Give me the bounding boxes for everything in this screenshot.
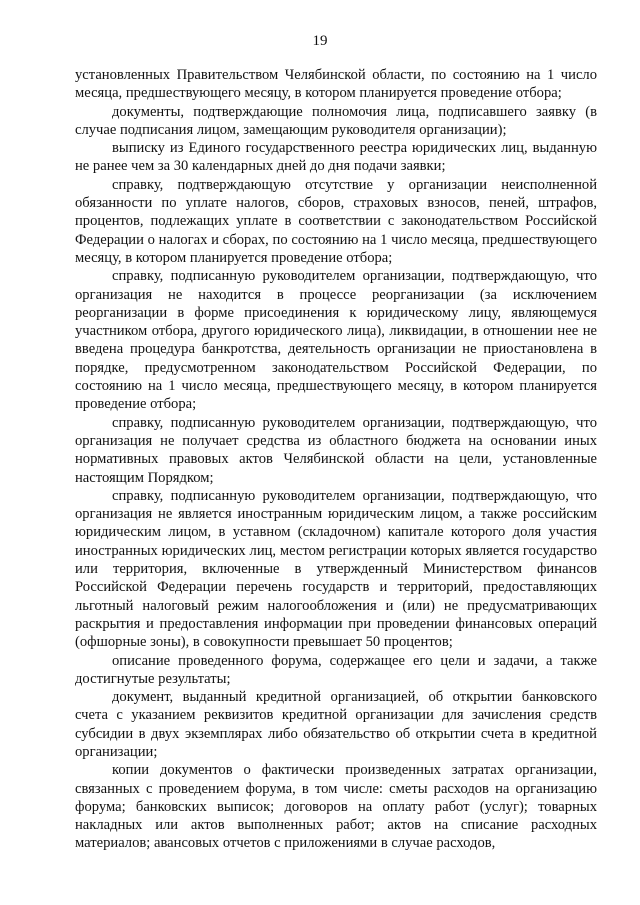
paragraph: выписку из Единого государственного реестра юридических лиц, выданную не ранее чем за 30 календарных дней до дня подачи заявки; xyxy=(75,140,597,175)
paragraph: документы, подтверждающие полномочия лица, подписавшего заявку (в случае подписания лицом, замещающим руководителя организации); xyxy=(75,103,597,138)
paragraph: копии документов о фактически произведенных затратах организации, связанных с проведением форума, в том числе: сметы расходов на организацию форума; банковских выписок; договоров на оплату работ (услуг); товарных накладных или актов выполненных работ; актов на списание расходных материалов; авансовых отчетов с приложениями в случае расходов, xyxy=(75,762,597,852)
paragraph: справку, подтверждающую отсутствие у организации неисполненной обязанности по уплате налогов, сборов, страховых взносов, пеней, штрафов, процентов, подлежащих уплате в соответствии с законодательством Российской Федерации о налогах и сборах, по состоянию на 1 число месяца, предшествующего месяцу, в котором планируется проведение отбора; xyxy=(75,176,597,266)
page-number: 19 xyxy=(312,33,328,49)
paragraph: справку, подписанную руководителем организации, подтверждающую, что организация не находится в процессе реорганизации (за исключением реорганизации в форме присоединения к юридическому лицу, являющемуся участником отбора, другого юридического лица), ликвидации, в отношении нее не введена процедура банкротства, деятельность организации не приостановлена в порядке, предусмотренном законодательством Российской Федерации, по состоянию на 1 число месяца, предшествующего месяцу, в котором планируется проведение отбора; xyxy=(75,268,597,413)
paragraph: описание проведенного форума, содержащее его цели и задачи, а также достигнутые результаты; xyxy=(75,652,597,687)
paragraph: установленных Правительством Челябинской области, по состоянию на 1 число месяца, предшествующего месяцу, в котором планируется проведение отбора; xyxy=(75,67,597,102)
document-body xyxy=(75,66,597,853)
paragraph: справку, подписанную руководителем организации, подтверждающую, что организация не является иностранным юридическим лицом, а также российским юридическим лицом, в уставном (складочном) капитале которого доля участия иностранных юридических лиц, местом регистрации которых является государство или территория, включенные в утвержденный Министерством финансов Российской Федерации перечень государств и территорий, предоставляющих льготный налоговый режим налогообложения и (или) не предусматривающих раскрытия и предоставления информации при проведении финансовых операций (офшорные зоны), в совокупности превышает 50 процентов; xyxy=(75,487,597,651)
paragraph: справку, подписанную руководителем организации, подтверждающую, что организация не получает средства из областного бюджета на основании иных нормативных правовых актов Челябинской области на цели, установленные настоящим Порядком; xyxy=(75,414,597,486)
paragraph: документ, выданный кредитной организацией, об открытии банковского счета с указанием реквизитов кредитной организации для зачисления средств субсидии в двух экземплярах либо обязательство об открытии счета в кредитной организации; xyxy=(75,689,597,760)
